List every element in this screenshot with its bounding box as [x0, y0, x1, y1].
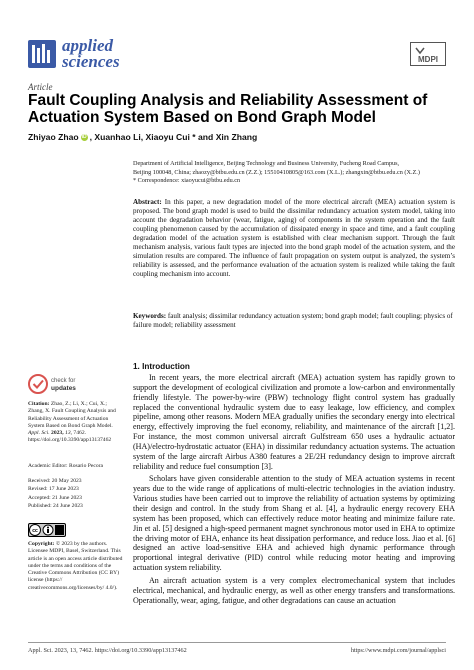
citation-label: Citation:: [28, 401, 50, 407]
citation-journal: Appl. Sci.: [28, 430, 50, 437]
cc-by-license-icon[interactable]: [28, 523, 66, 537]
affiliation-line: Beijing 100048, China; zhaozy@btbu.edu.cn (Z.Z.); 15510410805@163.com (X.L.); zhangxin@btbu.edu.cn (X.Z.): [133, 168, 420, 176]
author-list: Zhiyao Zhao iD , Xuanhao Li, Xiaoyu Cui * and Xin Zhang: [28, 132, 258, 142]
citation-volume: 13,: [65, 430, 73, 437]
body-paragraph: Scholars have given considerable attention to the study of MEA actuation systems in recent years due to the wide range of applications of multi-electric technologies in the aviation industry. Various studies have been carried out to improve the reliability of actuation systems by optimizing their design and control. In the study from Shang et al. [4], a hydraulic energy recovery EHA system has been proposed, which can effectively reduce motor heating and minimize failure rate. Jin et al. [5] designed a high-speed permanent magnet synchronous motor used in EHA to optimize the driving motor of EHA, enhance its heat dissipation performance, and reduce loss. Jiao et al. [6] designed an active load-sensitive EHA and achieved high dynamic performance through proportional integral derivative (PID) control while reducing motor heating and improving actuation system reliability.: [133, 474, 455, 573]
keywords-label: Keywords:: [133, 312, 167, 320]
mdpi-logo-icon: [410, 42, 446, 66]
footer-divider: [28, 642, 446, 643]
date-accepted: Accepted: 21 June 2023: [28, 494, 82, 501]
abstract-text: In this paper, a new degradation model of the more electrical aircraft (MEA) actuation system is proposed. The bond graph model is used to build the dissimilar redundancy actuation system model, taking into account the degradation behavior (wear, fatigue, aging) of components in the system operation and the fault coupling phenomenon caused by the accumulation of dissipated energy in space and time, and a fault coupling degradation model of the actuation system is established with clear mechanism support. Through the fault mechanism analysis, various fault types are injected into the bond graph model of the actuation system, and the simulation results are compared. The influence of fault propagation on system output is analyzed, the system’s reliability is assessed, and the performance evaluation of the actuation system is realized while taking the fault coupling mechanism into account.: [133, 198, 455, 279]
date-published: Published: 24 June 2023: [28, 503, 83, 510]
citation-text: Zhao, Z.; Li, X.; Cui, X.; Zhang, X. Fault Coupling Analysis and Reliability Assessment of Actuation System Based on Bond Graph Model.: [28, 401, 116, 429]
orcid-icon[interactable]: iD: [81, 134, 87, 141]
copyright-text: © 2023 by the authors. Licensee MDPI, Basel, Switzerland. This article is an open access article distributed under the terms and conditions of the Creative Commons Attribution (CC BY) license (https:// creativecommons.org/licenses/by/ 4.0/).: [28, 541, 123, 591]
check-for-updates-button[interactable]: [28, 373, 123, 395]
updates-label: updates: [51, 385, 76, 392]
abstract-label: Abstract:: [133, 198, 162, 206]
abstract: [133, 198, 455, 279]
check-label: check for: [51, 378, 76, 384]
body-paragraph: In recent years, the more electrical aircraft (MEA) actuation system has rapidly grown to support the development of ecological civilization and promote a low-carbon and environmentally friendly lifestyle. The power-by-wire (PBW) technology flight control system has gradually replaced the conventional hydraulic system due to easy leakage, low efficiency, and complex pipeline, among other reasons. Modern MEA gradually unifies the secondary energy into electrical energy, effectively improving the fuel economy, reliability, and maintenance of the aircraft [1,2]. For instance, the most common universal aircraft Gulfstream 650 uses a hydraulic actuator (HA)/electro-hydrostatic actuator (EHA) in dissimilar redundancy actuation systems. The actuation system of the large aircraft Airbus A380 features a 2E/2H redundancy design to improve aircraft reliability and reduce fuel consumption [3].: [133, 373, 455, 471]
affiliation-block: [133, 160, 453, 186]
keywords-text: fault analysis; dissimilar redundancy actuation system; bond graph model; fault coupling; physics of failure model; reliability assessment: [133, 312, 453, 330]
copyright-label: Copyright:: [28, 541, 55, 547]
correspondence-line: * Correspondence: xiaoyucui@btbu.edu.cn: [133, 177, 241, 185]
publisher-name: MDPI: [418, 55, 438, 64]
journal-name: [62, 38, 120, 70]
citation-year: 2023,: [51, 430, 64, 437]
dates-block: [28, 477, 124, 511]
journal-logo-icon: [28, 40, 56, 68]
affiliation-line: Department of Artificial Intelligence, Beijing Technology and Business University, Fucheng Road Campus,: [133, 160, 400, 167]
section-body: [133, 373, 455, 608]
keywords: [133, 312, 455, 330]
academic-editor: Academic Editor: Rosario Pecora: [28, 463, 104, 469]
citation-block: [28, 401, 124, 445]
paper-title: Fault Coupling Analysis and Reliability Assessment of Actuation System Based on Bond Graph Model: [28, 92, 428, 126]
journal-name-line2: sciences: [62, 52, 120, 71]
journal-name-line1: applied: [62, 36, 113, 55]
footer-citation[interactable]: Appl. Sci. 2023, 13, 7462. https://doi.org/10.3390/app13137462: [28, 647, 187, 654]
footer-journal-link[interactable]: https://www.mdpi.com/journal/applsci: [350, 647, 446, 654]
article-type: Article: [28, 82, 53, 92]
date-revised: Revised: 17 June 2023: [28, 486, 79, 493]
body-paragraph: An aircraft actuation system is a very complex electromechanical system that includes electrical, mechanical, and hydraulic energy, as well as other energy transfers and transformations. Operationally, wear, aging, fatigue, and other degradations can cause an actuation: [133, 575, 455, 605]
date-received: Received: 20 May 2023: [28, 478, 82, 484]
author-first: Zhiyao Zhao: [28, 132, 79, 142]
cc-text: cc: [32, 528, 38, 534]
author-rest: Xuanhao Li, Xiaoyu Cui * and Xin Zhang: [94, 132, 258, 142]
section-heading: 1. Introduction: [133, 362, 190, 371]
citation-doi-link[interactable]: 7462. https://doi.org/10.3390/app13137462: [28, 430, 112, 444]
copyright-block: [28, 541, 124, 592]
